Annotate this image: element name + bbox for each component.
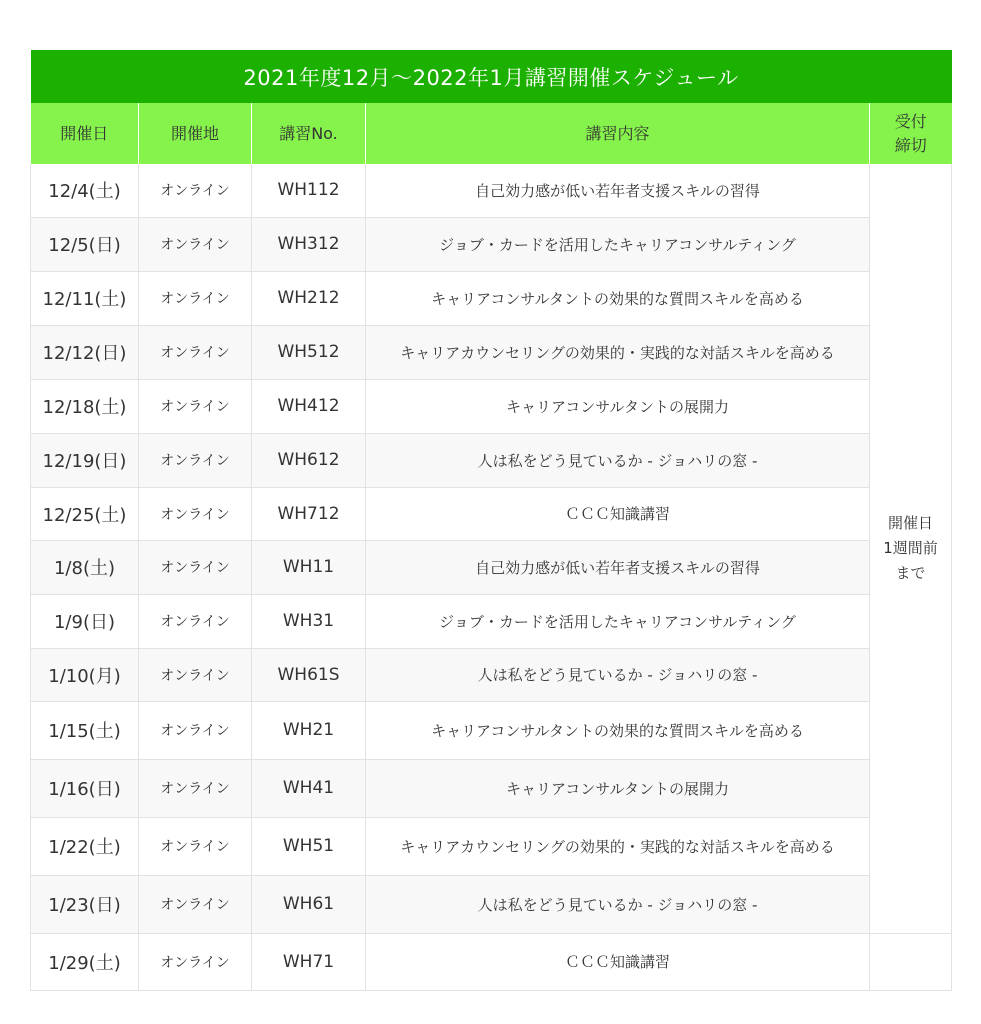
row-code: WH41 [252,759,366,817]
row-date: 12/11(土) [31,271,139,325]
table-row [31,701,952,759]
header-deadline [870,103,952,164]
row-code: WH612 [252,433,366,487]
row-date: 1/10(月) [31,648,139,701]
header-content: 講習内容 [366,103,870,164]
row-code: WH21 [252,701,366,759]
row-code: WH11 [252,540,366,594]
row-place: オンライン [139,817,252,875]
deadline-line3: まで [895,563,926,582]
row-title: キャリアコンサルタントの効果的な質問スキルを高める [366,701,870,759]
table-row [31,164,952,217]
row-title: ジョブ・カードを活用したキャリアコンサルティング [366,594,870,648]
row-title: 人は私をどう見ているか - ジョハリの窓 - [366,875,870,933]
deadline-line1: 開催日 [888,513,934,532]
row-title: 自己効力感が低い若年者支援スキルの習得 [366,540,870,594]
table-row [31,487,952,540]
table-row [31,325,952,379]
header-row [31,103,952,164]
row-title: ＣＣＣ知識講習 [366,487,870,540]
row-place: オンライン [139,540,252,594]
table-row [31,433,952,487]
row-date: 1/9(日) [31,594,139,648]
row-place: オンライン [139,648,252,701]
row-place: オンライン [139,487,252,540]
row-date: 1/22(土) [31,817,139,875]
row-title: キャリアコンサルタントの効果的な質問スキルを高める [366,271,870,325]
row-title: ＣＣＣ知識講習 [366,933,870,990]
table-row [31,540,952,594]
row-date: 12/25(土) [31,487,139,540]
table-row [31,648,952,701]
row-date: 12/18(土) [31,379,139,433]
table-row [31,379,952,433]
schedule-table [30,50,952,991]
row-place: オンライン [139,271,252,325]
row-place: オンライン [139,325,252,379]
row-title: キャリアカウンセリングの効果的・実践的な対話スキルを高める [366,325,870,379]
row-code: WH31 [252,594,366,648]
table-row [31,817,952,875]
row-date: 1/15(土) [31,701,139,759]
row-title: 人は私をどう見ているか - ジョハリの窓 - [366,648,870,701]
row-title: 人は私をどう見ているか - ジョハリの窓 - [366,433,870,487]
table-row [31,759,952,817]
row-title: 自己効力感が低い若年者支援スキルの習得 [366,164,870,217]
row-code: WH51 [252,817,366,875]
row-code: WH71 [252,933,366,990]
deadline-cell [870,164,952,933]
row-place: オンライン [139,433,252,487]
row-date: 1/8(土) [31,540,139,594]
header-deadline-line1: 受付 [894,111,927,131]
header-code: 講習No. [252,103,366,164]
row-code: WH512 [252,325,366,379]
row-date: 1/16(日) [31,759,139,817]
row-place: オンライン [139,933,252,990]
row-title: キャリアコンサルタントの展開力 [366,379,870,433]
schedule-body [31,164,952,990]
table-row [31,271,952,325]
row-code: WH112 [252,164,366,217]
table-title: 2021年度12月〜2022年1月講習開催スケジュール [31,50,952,103]
row-title: ジョブ・カードを活用したキャリアコンサルティング [366,217,870,271]
header-deadline-line2: 締切 [894,135,927,155]
header-place: 開催地 [139,103,252,164]
table-row [31,933,952,990]
row-date: 1/23(日) [31,875,139,933]
row-place: オンライン [139,759,252,817]
table-row [31,217,952,271]
table-row [31,594,952,648]
row-date: 12/12(日) [31,325,139,379]
row-date: 1/29(土) [31,933,139,990]
row-code: WH712 [252,487,366,540]
table-row [31,875,952,933]
row-date: 12/5(日) [31,217,139,271]
row-title: キャリアコンサルタントの展開力 [366,759,870,817]
row-code: WH212 [252,271,366,325]
header-date: 開催日 [31,103,139,164]
row-place: オンライン [139,701,252,759]
row-date: 12/19(日) [31,433,139,487]
row-code: WH412 [252,379,366,433]
row-place: オンライン [139,379,252,433]
row-code: WH61 [252,875,366,933]
row-place: オンライン [139,875,252,933]
row-place: オンライン [139,594,252,648]
row-code: WH312 [252,217,366,271]
row-date: 12/4(土) [31,164,139,217]
deadline-empty-cell [870,933,952,990]
row-code: WH61S [252,648,366,701]
row-place: オンライン [139,217,252,271]
row-place: オンライン [139,164,252,217]
deadline-line2: 1週間前 [883,538,938,557]
row-title: キャリアカウンセリングの効果的・実践的な対話スキルを高める [366,817,870,875]
